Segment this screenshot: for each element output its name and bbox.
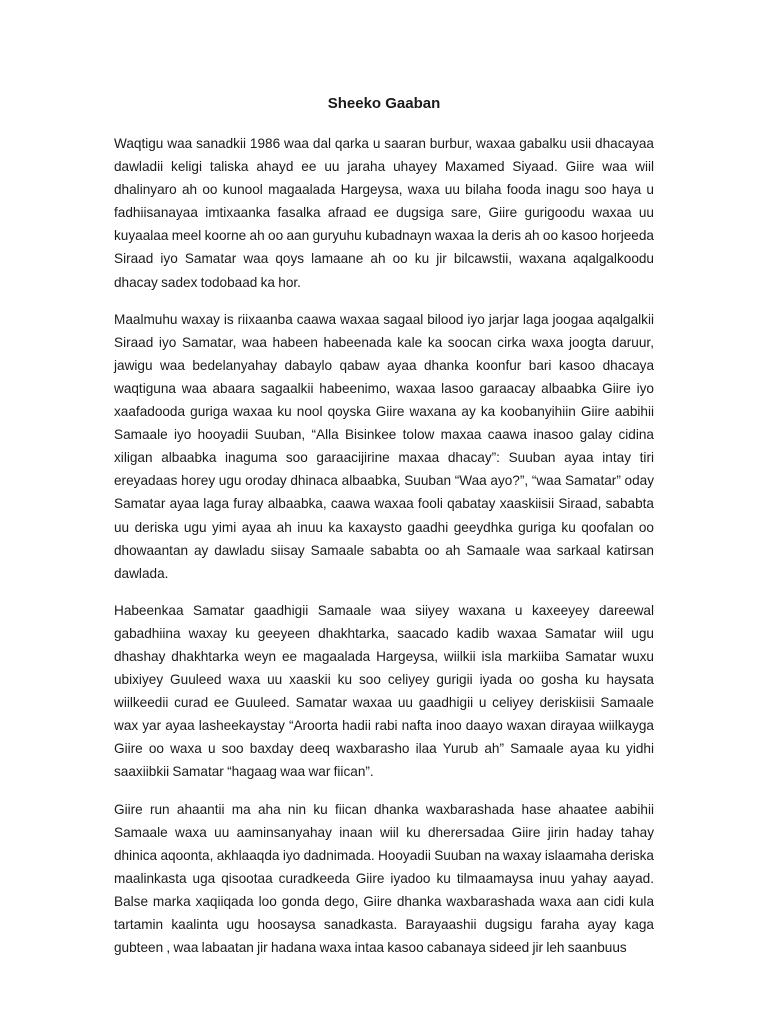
paragraph: Maalmuhu waxay is riixaanba caawa waxaa sagaal bilood iyo jarjar laga joogaa aqalgalkii Siraad iyo Samatar, waa habeen habeenada kale ka soocan cirka waxa joogta daruur, jawigu waa bedelanyahay dabaylo qabaw ayaa dhanka koonfur bari kasoo dhacaya waqtiguna waa abaara sagaalkii habeenimo, waxaa lasoo garaacay albaabka Giire iyo xaafadooda guriga waxaa ku nool qoyska Giire waxana ay ka koobanyihiin Giire aabihii Samaale iyo hooyadii Suuban, “Alla Bisinkee tolow maxaa caawa inasoo galay cidina xiligan albaabka inaguma soo garaacijirine maxaa dhacay”: Suuban ayaa intay tiri ereyadaas horey ugu oroday dhinaca albaabka, Suuban “Waa ayo?”, “waa Samatar” oday Samatar ayaa laga furay albaabka, caawa waxaa fooli qabatay xaaskiisii Siraad, sababta uu deriska ugu yimi ayaa ah inuu ka kaxaysto gaadhi geeydhka guriga ku qoofalan oo dhowaantan ay dawladu siisay Samaale sababta oo ah Samaale waa sarkaal katirsan dawlada. [114, 311, 654, 581]
document-title: Sheeko Gaaban [327, 95, 441, 112]
paragraph: Waqtigu waa sanadkii 1986 waa dal qarka u saaran burbur, waxaa gabalku usii dhacayaa dawladii keligi taliska ahayd ee uu jaraha uhayey Maxamed Siyaad. Giire waa wiil dhalinyaro ah oo kunool magaalada Hargeysa, waxa uu bilaha fooda inagu soo haya u fadhiisanayaa imtixaanka fasalka afraad ee dugsiga sare, Giire gurigoodu waxaa uu kuyaalaa meel koorne ah oo aan guryuhu kubadnayn waxaa la deris ah oo kasoo horjeeda Siraad iyo Samatar waa qoys lamaane ah oo ku jir bilcawstii, waxana aqalgalkoodu dhacay sadex todobaad ka hor. [114, 136, 654, 290]
paragraph: Giire run ahaantii ma aha nin ku fiican dhanka waxbarashada hase ahaatee aabihii Samaale waxa uu aaminsanyahay inaan wiil ku dherersadaa Giire jirin haday tahay dhinica aqoonta, akhlaaqda iyo dadnimada. Hooyadii Suuban na waxay islaamaha deriska maalinkasta uga qisootaa curadkeeda Giire iyadoo ku tilmaamaysa inuu yahay aayad. Balse marka xaqiiqada loo gonda dego, Giire dhanka waxbarashada waxa aan cidi kula tartamin kaalinta ugu hoosaysa sanadkasta. Barayaashii dugsigu faraha ayay kaga gubteen , waa labaatan jir hadana waxa intaa kasoo cabanaya sideed jir leh saanbuus [114, 801, 654, 956]
paragraph: Habeenkaa Samatar gaadhigii Samaale waa siiyey waxana u kaxeeyey dareewal gabadhiina waxay ku geeyeen dhakhtarka, saacado kadib waxaa Samatar wiil ugu dhashay dhakhtarka weyn ee magaalada Hargeysa, wiilkii isla markiiba Samatar wuxu ubixiyey Guuleed waxa uu xaaskii ku soo celiyey gurigii iyada oo gosha ku haysata wiilkeedii curad ee Guuleed. Samatar waxaa uu gaadhigii u celiyey deriskiisii Samaale wax yar ayaa lasheekaystay “Aroorta hadii rabi nafta inoo daayo waxan dirayaa wiilkayga Giire oo waxa u soo baxday deeq waxbarasho ilaa Yurub ah” Samaale ayaa ku yidhi saaxiibkii Samatar “hagaag waa war fiican”. [114, 602, 654, 780]
